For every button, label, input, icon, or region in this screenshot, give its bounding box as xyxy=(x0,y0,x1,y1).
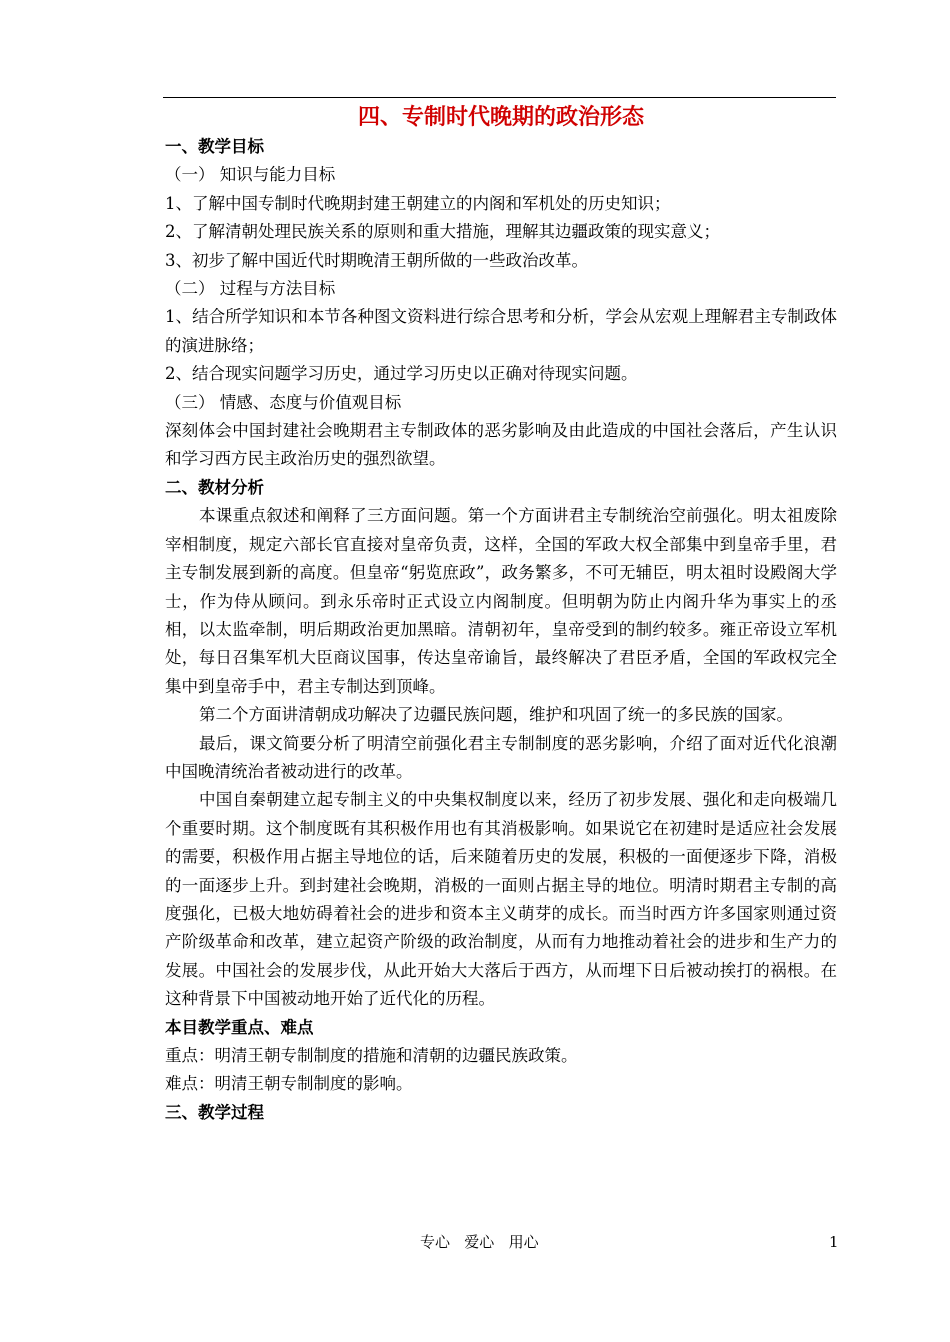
objective-item: 1、结合所学知识和本节各种图文资料进行综合思考和分析，学会从宏观上理解君主专制政体的演进脉络； xyxy=(165,307,837,355)
analysis-paragraph: 第二个方面讲清朝成功解决了边疆民族问题，维护和巩固了统一的多民族的国家。 xyxy=(199,705,793,725)
section-heading-process: 三、教学过程 xyxy=(165,1102,264,1122)
analysis-paragraph: 中国自秦朝建立起专制主义的中央集权制度以来，经历了初步发展、强化和走向极端几个重要时期。这个制度既有其积极作用也有其消极影响。如果说它在初建时是适应社会发展的需要，积极作用占据主导地位的话，后来随着历史的发展，积极的一面便逐步下降，消极的一面逐步上升。到封建社会晚期，消极的一面则占据主导的地位。明清时期君主专制的高度强化，已极大地妨碍着社会的进步和资本主义萌芽的成长。而当时西方许多国家则通过资产阶级革命和改革，建立起资产阶级的政治制度，从而有力地推动着社会的进步和生产力的发展。中国社会的发展步伐，从此开始大大落后于西方，从而埋下日后被动挨打的祸根。在这种背景下中国被动地开始了近代化的历程。 xyxy=(165,790,837,1009)
difficulty-point: 难点：明清王朝专制制度的影响。 xyxy=(165,1074,413,1094)
document-title: 四、专制时代晚期的政治形态 xyxy=(357,104,644,130)
subheading-values: （三） 情感、态度与价值观目标 xyxy=(165,392,402,412)
key-point: 重点：明清王朝专制制度的措施和清朝的边疆民族政策。 xyxy=(165,1046,578,1065)
page-number: 1 xyxy=(829,1233,839,1251)
objective-item: 2、结合现实问题学习历史，通过学习历史以正确对待现实问题。 xyxy=(165,364,638,384)
analysis-paragraph: 本课重点叙述和阐释了三方面问题。第一个方面讲君主专制统治空前强化。明太祖废除宰相制度，规定六部长官直接对皇帝负责，这样，全国的军政大权全部集中到皇帝手里，君主专制发展到新的高度。但皇帝“躬览庶政”，政务繁多，不可无辅臣，明太祖时设殿阁大学士，作为侍从顾问。到永乐帝时正式设立内阁制度。但明朝为防止内阁升华为事实上的丞相，以太监牵制，明后期政治更加黑暗。清朝初年，皇帝受到的制约较多。雍正帝设立军机处，每日召集军机大臣商议国事，传达皇帝谕旨，最终解决了君臣矛盾，全国的军政权完全集中到皇帝手中，君主专制达到顶峰。 xyxy=(165,506,837,696)
header-rule xyxy=(163,97,836,98)
subheading-process: （二） 过程与方法目标 xyxy=(165,279,336,299)
section-heading-analysis: 二、教材分析 xyxy=(165,477,264,497)
footer-motto: 专心 爱心 用心 xyxy=(420,1233,539,1251)
objective-item: 3、初步了解中国近代时期晚清王朝所做的一些政治改革。 xyxy=(165,250,588,270)
objective-item: 1、了解中国专制时代晚期封建王朝建立的内阁和军机处的历史知识； xyxy=(165,193,671,213)
objective-item: 2、了解清朝处理民族关系的原则和重大措施，理解其边疆政策的现实意义； xyxy=(165,222,720,242)
subheading-knowledge: （一） 知识与能力目标 xyxy=(165,165,336,185)
document-body xyxy=(165,102,837,1127)
values-text: 深刻体会中国封建社会晚期君主专制政体的恶劣影响及由此造成的中国社会落后，产生认识和学习西方民主政治历史的强烈欲望。 xyxy=(165,421,837,469)
key-points-heading: 本目教学重点、难点 xyxy=(165,1017,314,1037)
analysis-paragraph: 最后，课文简要分析了明清空前强化君主专制制度的恶劣影响，介绍了面对近代化浪潮中国晚清统治者被动进行的改革。 xyxy=(165,733,837,781)
section-heading-objectives: 一、教学目标 xyxy=(165,137,264,156)
